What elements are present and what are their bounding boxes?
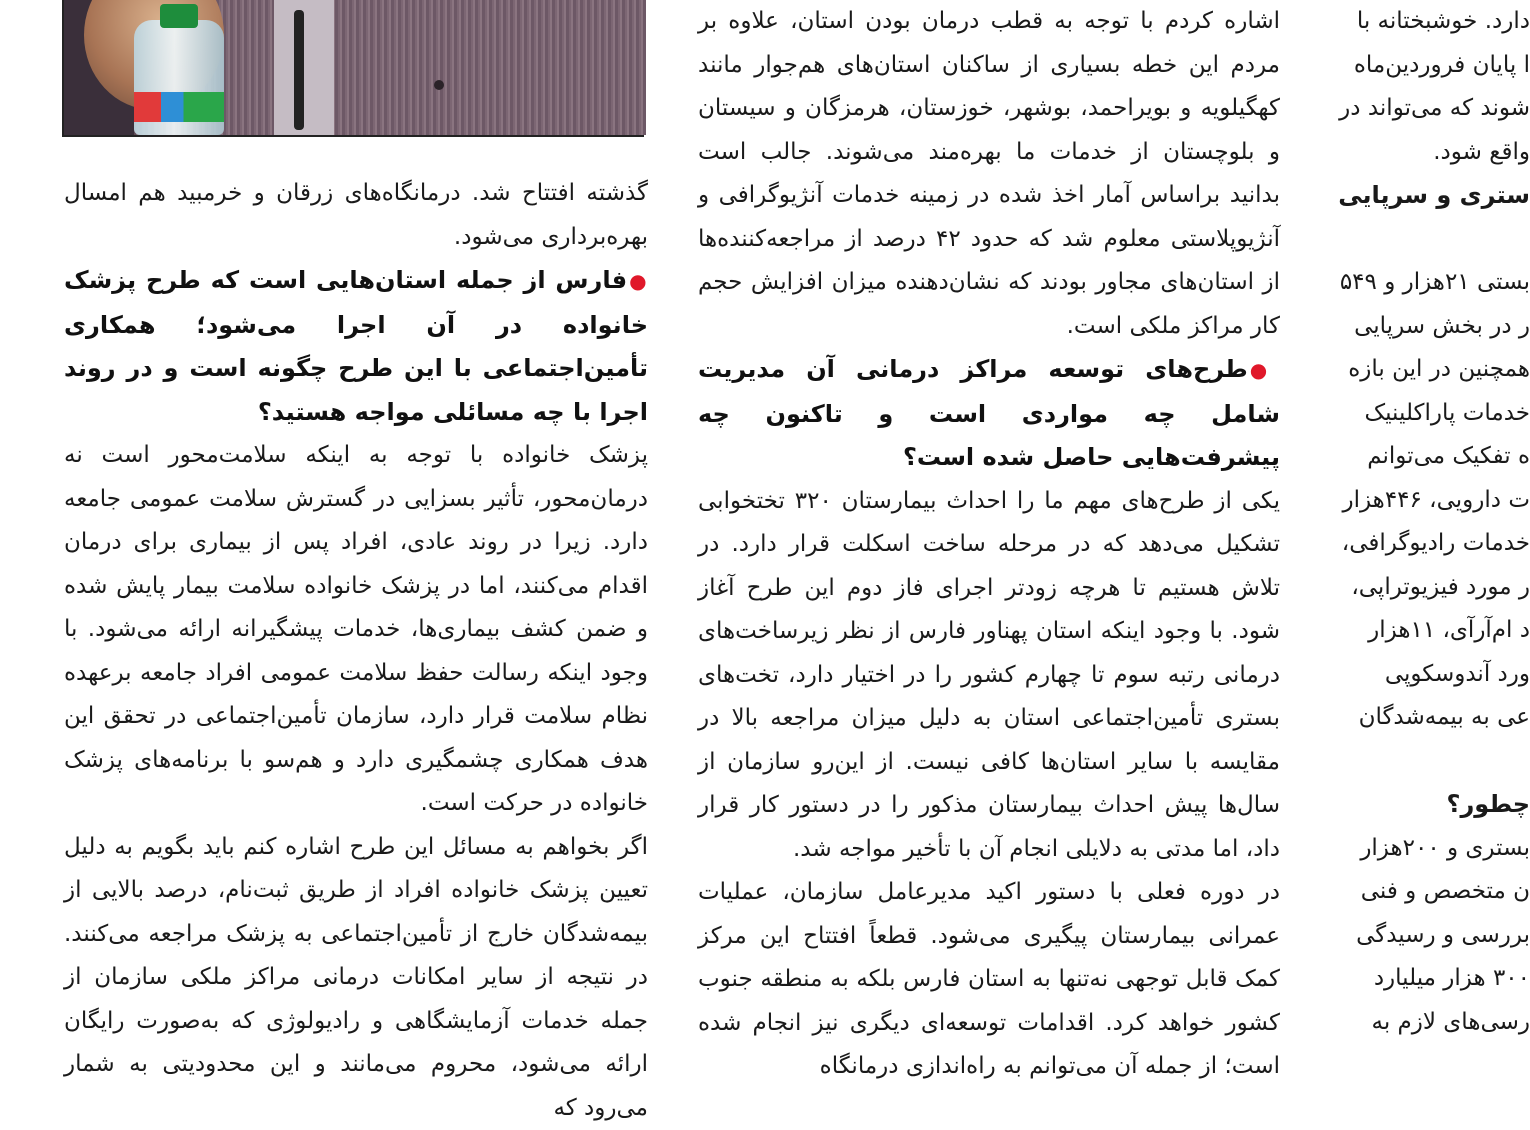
left-paragraph-1: گذشته افتتاح شد. درمانگاه‌های زرقان و خرمبید هم امسال بهره‌برداری می‌شود. xyxy=(64,172,648,259)
article-photo xyxy=(62,0,644,137)
center-question-text: طرح‌های توسعه مراکز درمانی آن مدیریت شامل چه مواردی است و تاکنون چه پیشرفت‌هایی حاصل شده است؟ xyxy=(698,355,1280,471)
right-line: بستری و ۲۰۰هزار xyxy=(1330,827,1530,871)
left-column xyxy=(64,172,648,1022)
center-paragraph-1: اشاره کردم با توجه به قطب درمان بودن استان، علاوه بر مردم این خطه بسیاری از ساکنان استان‌های هم‌جوار مانند کهگیلویه و بویراحمد، بوشهر، خوزستان، هرمزگان و سیستان و بلوچستان از خدمات ما بهره‌مند می‌شوند. جالب است بدانید براساس آمار اخذ شده در زمینه خدمات آنژیوگرافی و آنژیوپلاستی معلوم شد که حدود ۴۲ درصد از مراجعه‌کننده‌ها از استان‌های مجاور بودند که نشان‌دهنده میزان افزایش حجم کار مراکز ملکی است. xyxy=(698,0,1280,348)
right-line: ۳۰۰ هزار میلیارد xyxy=(1330,957,1530,1001)
bottle-cap-icon xyxy=(160,4,198,28)
right-gap xyxy=(1330,740,1530,784)
center-question xyxy=(698,348,1280,480)
right-line: واقع شود. xyxy=(1330,131,1530,175)
right-line: رسی‌های لازم به xyxy=(1330,1001,1530,1045)
right-line: همچنین در این بازه xyxy=(1330,348,1530,392)
right-line: د ام‌آر‌آی، ۱۱هزار xyxy=(1330,609,1530,653)
right-line: ه تفکیک می‌توانم xyxy=(1330,435,1530,479)
right-heading: ستری و سرپایی xyxy=(1330,174,1530,218)
bullet-icon: ● xyxy=(629,269,648,293)
right-line: بستی ۲۱هزار و ۵۴۹ xyxy=(1330,261,1530,305)
right-line: شوند که می‌تواند در xyxy=(1330,87,1530,131)
right-heading: چطور؟ xyxy=(1330,783,1530,827)
right-line: ورد آندوسکوپی xyxy=(1330,653,1530,697)
left-question-text: فارس از جمله استان‌هایی است که طرح پزشک خانواده در آن اجرا می‌شود؛ همکاری تأمین‌اجتماعی با این طرح چگونه است و در روند اجرا با چه مسائلی مواجه هستید؟ xyxy=(64,266,648,426)
right-gap xyxy=(1330,218,1530,262)
bottle-label xyxy=(134,92,224,122)
right-line: بررسی و رسیدگی xyxy=(1330,914,1530,958)
left-paragraph-3: اگر بخواهم به مسائل این طرح اشاره کنم باید بگویم به دلیل تعیین پزشک خانواده افراد از طریق ثبت‌نام، درصد بالایی از بیمه‌شدگان خارج از تأمین‌اجتماعی به پزشک مراجعه می‌کنند. در نتیجه از سایر امکانات درمانی مراکز ملکی سازمان از جمله خدمات آزمایشگاهی و رادیولوژی که به‌صورت رایگان ارائه می‌شود، محروم می‌مانند و این محدودیتی به شمار می‌رود که xyxy=(64,826,648,1130)
right-line: ر در بخش سرپایی xyxy=(1330,305,1530,349)
center-paragraph-3: در دوره فعلی با دستور اکید مدیرعامل سازمان، عملیات عمرانی بیمارستان پیگیری می‌شود. قطعاً افتتاح این مرکز کمک قابل توجهی نه‌تنها به استان فارس بلکه به منطقه جنوب کشور خواهد کرد. اقدامات توسعه‌ای دیگری نیز انجام شده است؛ از جمله آن می‌توانم به راه‌اندازی درمانگاه xyxy=(698,871,1280,1089)
center-column xyxy=(698,0,1280,1022)
right-line: ا پایان فروردین‌ماه xyxy=(1330,44,1530,88)
photo-shirt xyxy=(274,0,334,135)
microphone-icon xyxy=(294,10,304,130)
right-line: عی به بیمه‌شدگان xyxy=(1330,696,1530,740)
right-line: خدمات پاراکلینیک xyxy=(1330,392,1530,436)
right-line: دارد. خوشبختانه با xyxy=(1330,0,1530,44)
left-question xyxy=(64,259,648,434)
right-line: ت دارویی، ۴۴۶هزار xyxy=(1330,479,1530,523)
bullet-icon: ● xyxy=(1250,358,1280,382)
jacket-button-icon xyxy=(434,80,444,90)
right-line: ن متخصص و فنی xyxy=(1330,870,1530,914)
right-line: خدمات رادیوگرافی، xyxy=(1330,522,1530,566)
center-paragraph-2: یکی از طرح‌های مهم ما را احداث بیمارستان ۳۲۰ تختخوابی تشکیل می‌دهد که در مرحله ساخت اسکلت قرار دارد. در تلاش هستیم تا هرچه زودتر اجرای فاز دوم این طرح آغاز شود. با وجود اینکه استان پهناور فارس از نظر زیرساخت‌های درمانی رتبه سوم تا چهارم کشور را در اختیار دارد، تخت‌های بستری تأمین‌اجتماعی استان به دلیل میزان مراجعه بالا در مقایسه با سایر استان‌ها کافی نیست. از این‌رو سازمان از سال‌ها پیش احداث بیمارستان مذکور را در دستور کار قرار داد، اما مدتی به دلایلی انجام آن با تأخیر مواجه شد. xyxy=(698,480,1280,872)
left-paragraph-2: پزشک خانواده با توجه به اینکه سلامت‌محور است نه درمان‌محور، تأثیر بسزایی در گسترش سلامت عمومی جامعه دارد. زیرا در روند عادی، افراد پس از بیماری برای درمان اقدام می‌کنند، اما در پزشک خانواده سلامت بیمار پایش شده و ضمن کشف بیماری‌ها، خدمات پیشگیرانه ارائه می‌شود. با وجود اینکه رسالت حفظ سلامت عمومی افراد جامعه برعهده نظام سلامت قرار دارد، سازمان تأمین‌اجتماعی در تحقق این هدف همکاری چشمگیری دارد و هم‌سو با برنامه‌های پزشک خانواده در حرکت است. xyxy=(64,434,648,826)
right-line: ر مورد فیزیوتراپی، xyxy=(1330,566,1530,610)
right-column xyxy=(1330,0,1530,1022)
